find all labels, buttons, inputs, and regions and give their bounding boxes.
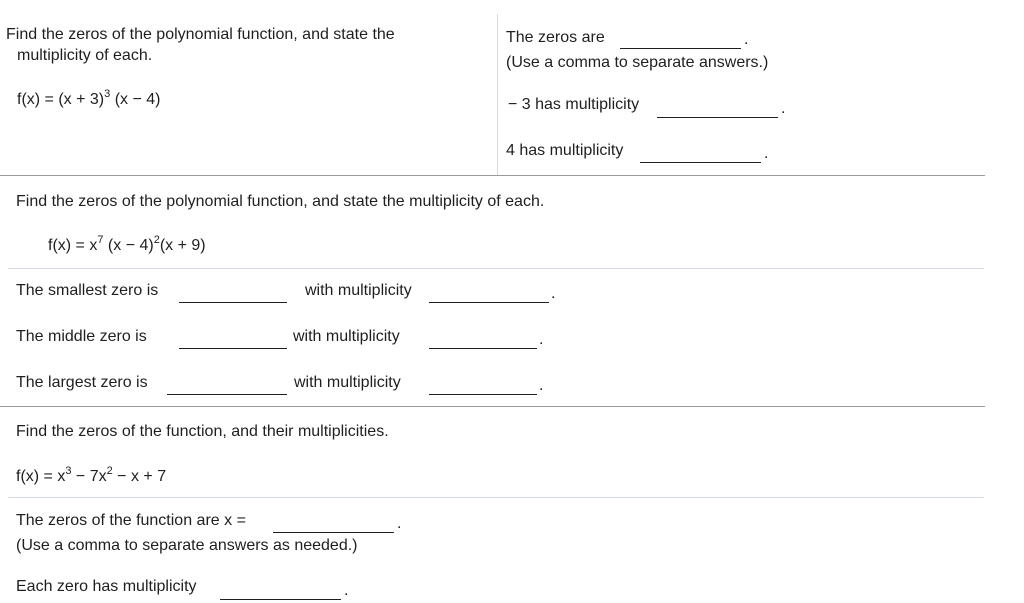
- q2-middle-label: The middle zero is: [16, 328, 147, 345]
- q1-zeros-label: The zeros are: [506, 29, 605, 46]
- q1-zeros-hint: (Use a comma to separate answers.): [506, 54, 769, 71]
- q2-largest-mult-input[interactable]: [429, 394, 537, 395]
- q1-mult2-period: .: [764, 145, 769, 162]
- q2-smallest-mult-input[interactable]: [429, 302, 549, 303]
- section-divider-1: [0, 175, 985, 176]
- q2-largest-with-mult: with multiplicity: [294, 374, 401, 391]
- q2-smallest-zero-input[interactable]: [179, 302, 287, 303]
- q2-smallest-label: The smallest zero is: [16, 282, 159, 299]
- q3-inner-divider: [8, 497, 984, 498]
- q1-zeros-period: .: [744, 31, 749, 48]
- q3-function: [16, 464, 167, 487]
- q1-divider: [497, 14, 498, 176]
- q2-largest-zero-input[interactable]: [167, 394, 287, 395]
- q1-prompt-line2: multiplicity of each.: [17, 47, 153, 64]
- q3-zeros-period: .: [397, 515, 402, 532]
- q2-largest-period: .: [539, 377, 544, 394]
- q3-func-exponent-2: 2: [106, 464, 113, 477]
- q2-func-a: f(x) = x: [48, 237, 98, 254]
- q2-middle-period: .: [539, 331, 544, 348]
- q3-func-exponent-1: 3: [65, 464, 72, 477]
- q1-mult2-input[interactable]: [640, 162, 761, 163]
- q3-zeros-label: The zeros of the function are x =: [16, 512, 246, 529]
- q2-func-c: (x + 9): [159, 237, 206, 254]
- q1-func-exponent: 3: [104, 87, 111, 100]
- q1-function: [17, 87, 161, 110]
- q2-func-exponent-2: 2: [153, 233, 160, 246]
- q1-mult1-input[interactable]: [657, 117, 778, 118]
- q2-func-b: (x − 4): [107, 237, 154, 254]
- q1-mult1-period: .: [781, 100, 786, 117]
- q2-smallest-with-mult: with multiplicity: [305, 282, 412, 299]
- q1-prompt-line1: Find the zeros of the polynomial function, and state the: [6, 26, 395, 43]
- q1-zeros-input[interactable]: [620, 48, 741, 49]
- q2-largest-label: The largest zero is: [16, 374, 148, 391]
- section-divider-2: [0, 406, 985, 407]
- q2-smallest-period: .: [551, 285, 556, 302]
- q2-middle-zero-input[interactable]: [179, 348, 287, 349]
- q2-function: [48, 233, 206, 256]
- q1-mult1-label: − 3 has multiplicity: [508, 96, 640, 113]
- q3-prompt: Find the zeros of the function, and their multiplicities.: [16, 423, 389, 440]
- q3-func-c: − x + 7: [112, 468, 167, 485]
- q2-inner-divider: [8, 268, 984, 269]
- q3-each-label: Each zero has multiplicity: [16, 578, 197, 595]
- q3-each-mult-input[interactable]: [220, 599, 341, 600]
- q2-func-exponent-1: 7: [97, 233, 104, 246]
- q3-zeros-hint: (Use a comma to separate answers as needed.): [16, 537, 358, 554]
- q1-mult2-label: 4 has multiplicity: [506, 142, 624, 159]
- q3-func-b: − 7x: [71, 468, 107, 485]
- q2-middle-with-mult: with multiplicity: [293, 328, 400, 345]
- q3-func-a: f(x) = x: [16, 468, 66, 485]
- q3-each-period: .: [344, 582, 349, 599]
- q1-func-suffix: (x − 4): [110, 91, 161, 108]
- q3-zeros-input[interactable]: [273, 532, 394, 533]
- q2-prompt: Find the zeros of the polynomial function, and state the multiplicity of each.: [16, 193, 545, 210]
- q2-middle-mult-input[interactable]: [429, 348, 537, 349]
- q1-func-prefix: f(x) = (x + 3): [17, 91, 105, 108]
